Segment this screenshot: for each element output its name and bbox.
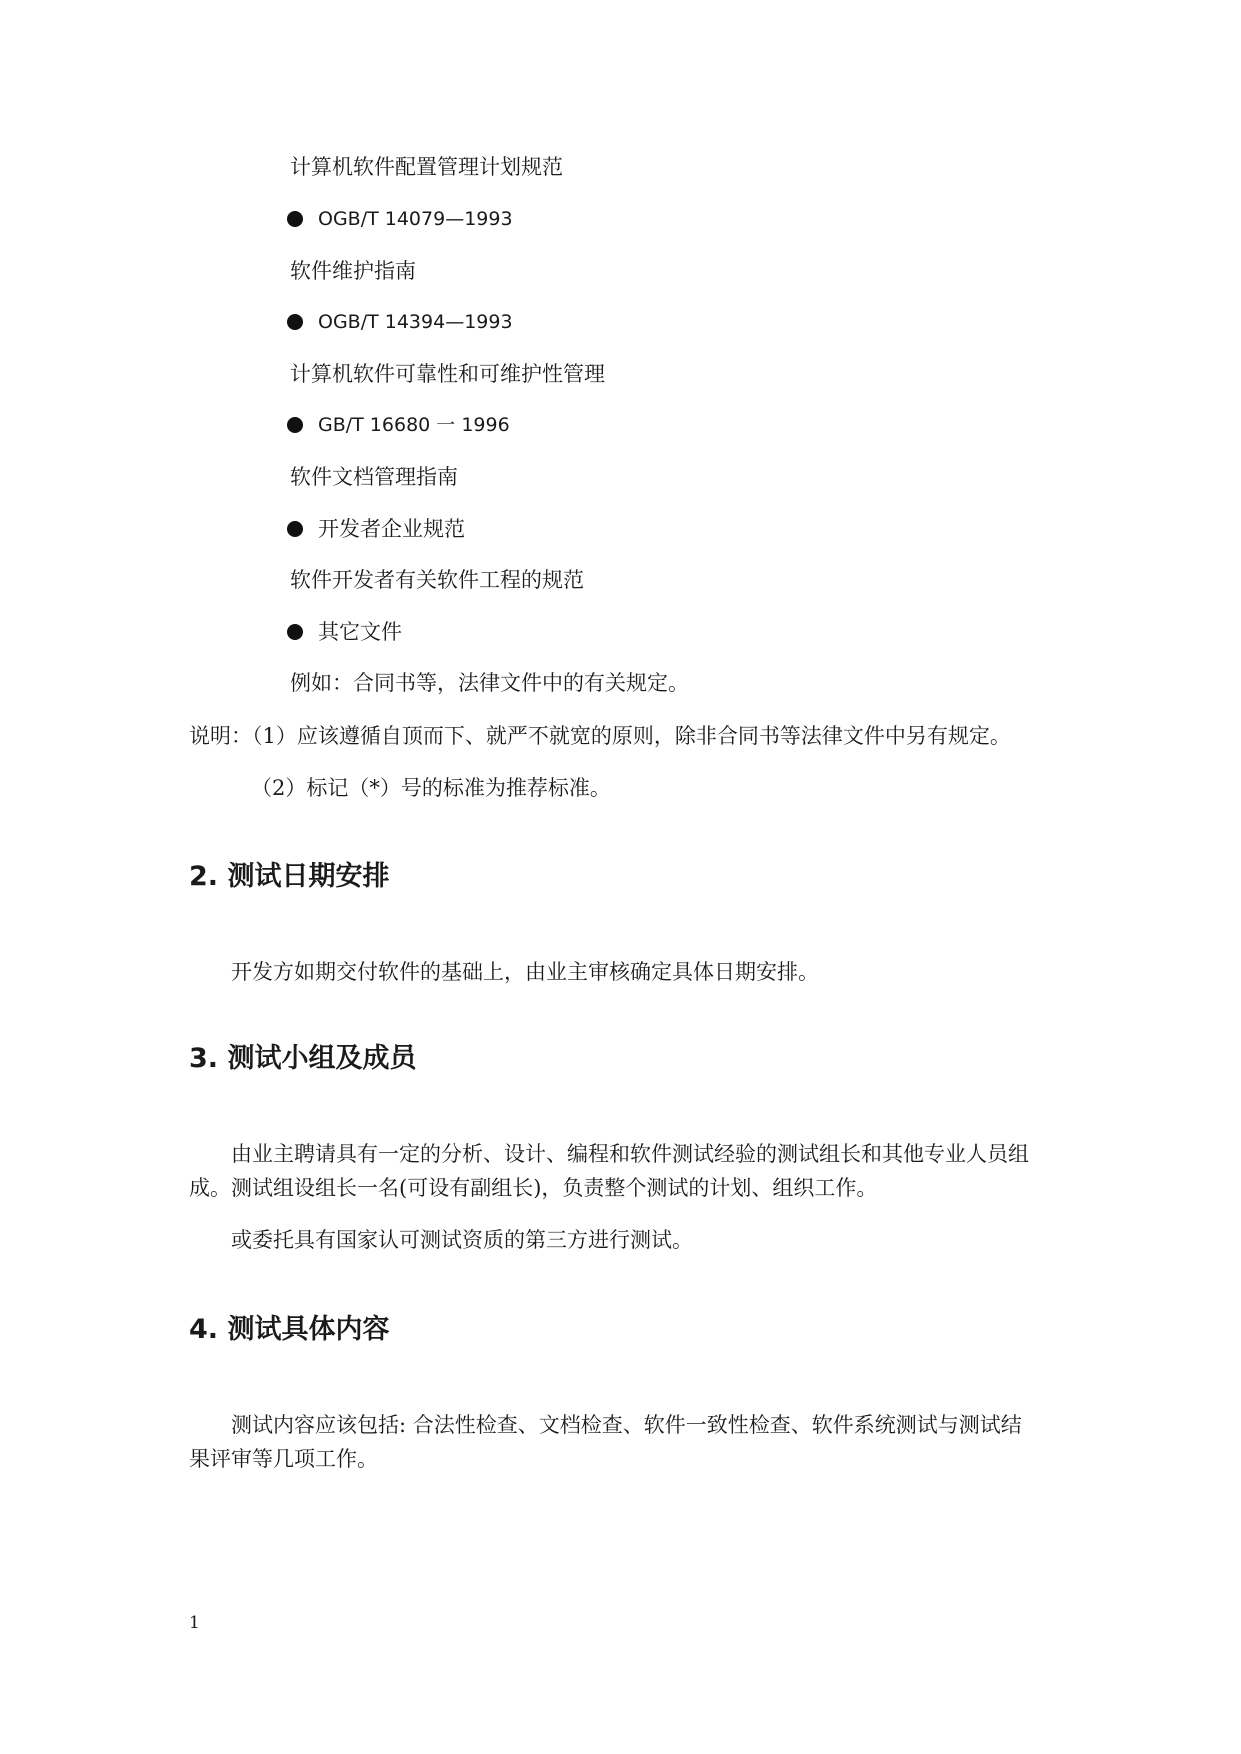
section-body: 或委托具有国家认可测试资质的第三方进行测试。 xyxy=(231,1228,693,1252)
section-heading: 4. 测试具体内容 xyxy=(189,1314,390,1345)
note-line: 说明：（1）应该遵循自顶而下、就严不就宽的原则，除非合同书等法律文件中另有规定。 xyxy=(189,724,1011,748)
standard-code: OGB/T 14079—1993 xyxy=(318,208,513,230)
standard-code: GB/T 16680 一 1996 xyxy=(318,414,510,436)
section-heading: 3. 测试小组及成员 xyxy=(189,1043,417,1074)
standard-description: 计算机软件配置管理计划规范 xyxy=(290,155,563,179)
standard-title: 其它文件 xyxy=(318,620,402,644)
bullet-icon xyxy=(287,211,303,227)
standard-description: 软件文档管理指南 xyxy=(290,465,458,489)
bullet-icon xyxy=(287,417,303,433)
section-heading: 2. 测试日期安排 xyxy=(189,861,390,892)
standard-description: 软件开发者有关软件工程的规范 xyxy=(290,568,584,592)
bullet-icon xyxy=(287,314,303,330)
bullet-icon xyxy=(287,624,303,640)
section-body: 由业主聘请具有一定的分析、设计、编程和软件测试经验的测试组长和其他专业人员组 xyxy=(231,1142,1029,1166)
standard-description: 计算机软件可靠性和可维护性管理 xyxy=(290,362,605,386)
standard-title: 开发者企业规范 xyxy=(318,517,465,541)
note-line: （2）标记（*）号的标准为推荐标准。 xyxy=(251,776,611,800)
bullet-icon xyxy=(287,521,303,537)
section-body: 果评审等几项工作。 xyxy=(189,1447,378,1471)
section-body: 成。测试组设组长一名(可设有副组长)，负责整个测试的计划、组织工作。 xyxy=(189,1176,878,1200)
page-number: 1 xyxy=(189,1613,200,1633)
standard-description: 软件维护指南 xyxy=(290,259,416,283)
standard-description: 例如：合同书等，法律文件中的有关规定。 xyxy=(290,671,689,695)
section-body: 测试内容应该包括: 合法性检查、文档检查、软件一致性检查、软件系统测试与测试结 xyxy=(231,1413,1022,1437)
standard-code: OGB/T 14394—1993 xyxy=(318,311,513,333)
section-body: 开发方如期交付软件的基础上，由业主审核确定具体日期安排。 xyxy=(231,960,819,984)
